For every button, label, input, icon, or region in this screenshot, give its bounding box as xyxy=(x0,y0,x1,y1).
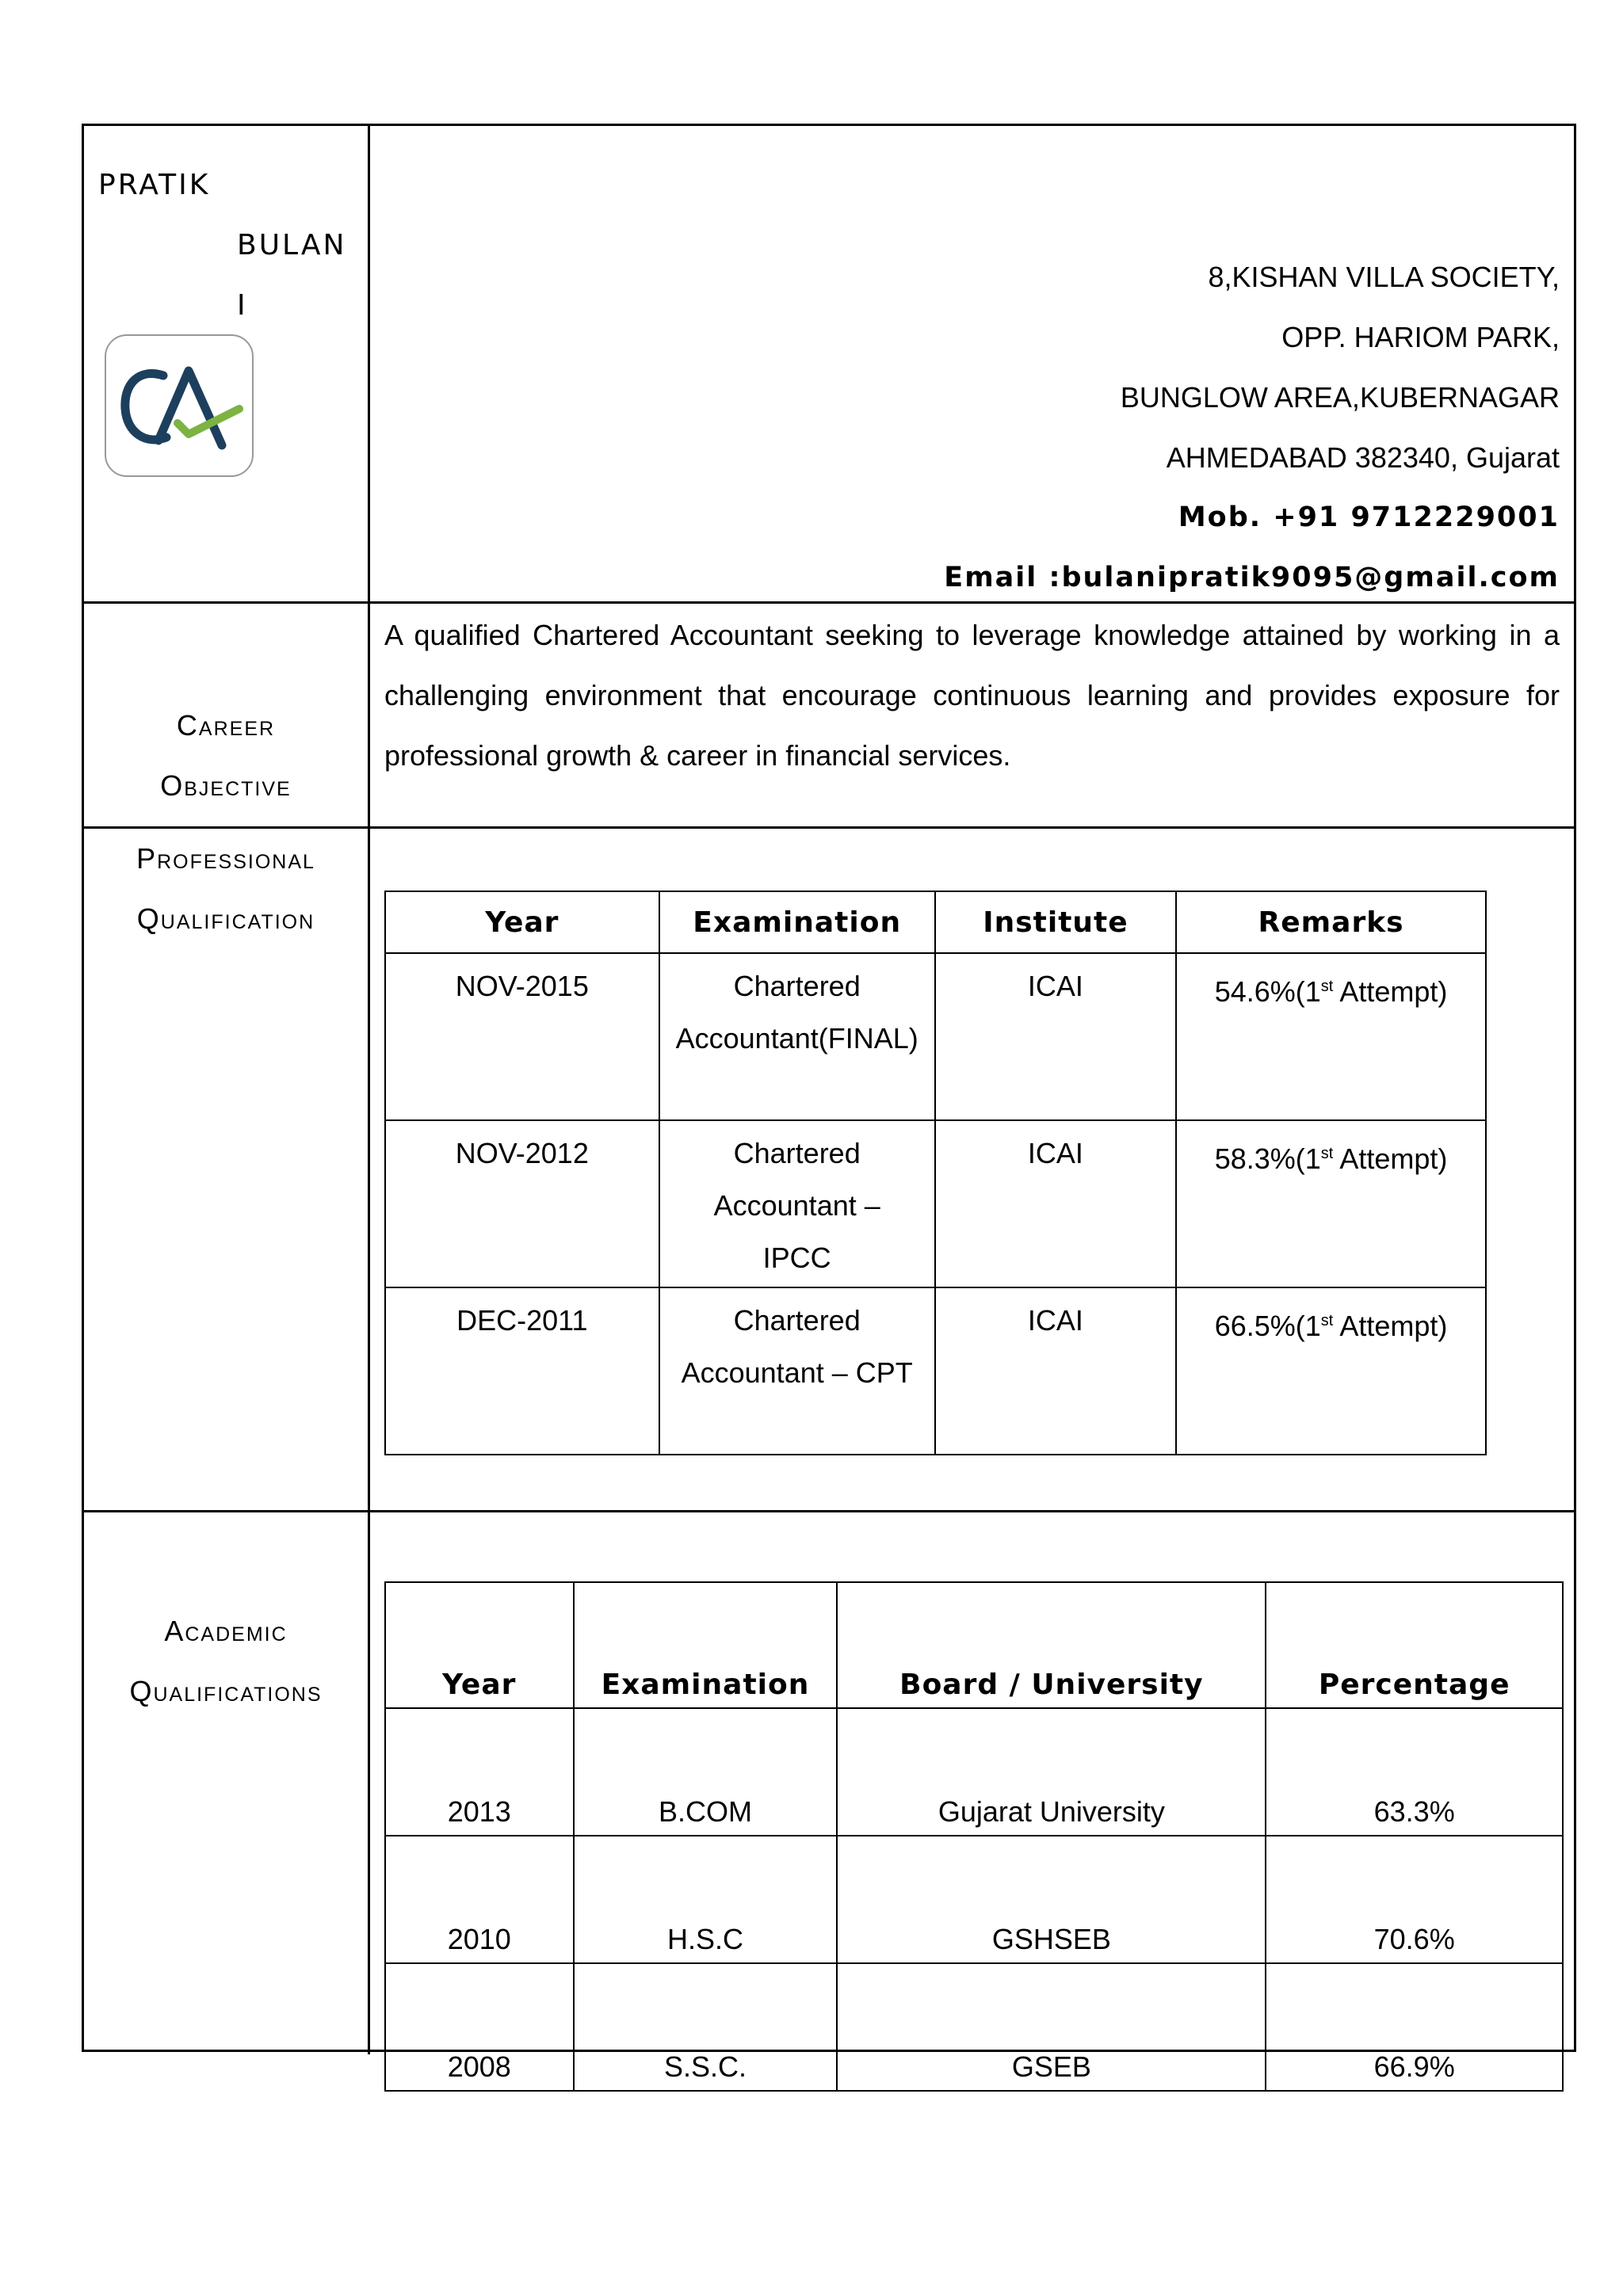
table-row xyxy=(385,1287,1486,1455)
exam-cell: Chartered Accountant – CPT xyxy=(659,1287,935,1455)
resume-page xyxy=(82,124,1576,2083)
career-text-cell xyxy=(370,604,1574,826)
year-cell: NOV-2012 xyxy=(385,1120,659,1287)
table-row xyxy=(385,1120,1486,1287)
year-cell: 2008 xyxy=(385,1963,574,2091)
percentage-cell: 70.6% xyxy=(1266,1836,1563,1963)
board-cell: GSHSEB xyxy=(837,1836,1266,1963)
ca-logo-icon xyxy=(106,336,252,475)
institute-cell: ICAI xyxy=(935,1120,1176,1287)
academic-heading xyxy=(84,1601,368,1722)
professional-table xyxy=(384,891,1487,1455)
address-line: AHMEDABAD 382340, Gujarat xyxy=(1166,441,1560,474)
professional-heading-line1: Professional xyxy=(136,842,315,875)
remark-attempt: Attempt) xyxy=(1333,1142,1448,1175)
professional-heading xyxy=(84,829,368,949)
career-objective-section xyxy=(84,604,1574,829)
academic-table-cell xyxy=(370,1512,1574,2083)
exam-cell: H.S.C xyxy=(574,1836,838,1963)
address-line: 8,KISHAN VILLA SOCIETY, xyxy=(1208,261,1560,293)
year-cell: 2013 xyxy=(385,1708,574,1836)
exam-cell: Chartered Accountant(FINAL) xyxy=(659,953,935,1120)
career-heading-cell xyxy=(84,604,370,826)
exam-cell: Chartered Accountant – IPCC xyxy=(659,1120,935,1287)
table-row xyxy=(385,1836,1563,1963)
remarks-cell xyxy=(1176,953,1486,1120)
column-header: Examination xyxy=(574,1582,838,1708)
column-header: Remarks xyxy=(1176,891,1486,953)
exam-cell: B.COM xyxy=(574,1708,838,1836)
institute-cell: ICAI xyxy=(935,1287,1176,1455)
remark-value: 58.3%(1 xyxy=(1214,1142,1321,1175)
remark-superscript: st xyxy=(1320,978,1334,995)
name-last-part2: I xyxy=(237,289,248,322)
remark-value: 66.5%(1 xyxy=(1214,1310,1321,1342)
remark-attempt: Attempt) xyxy=(1333,975,1448,1008)
academic-heading-line2: Qualifications xyxy=(129,1675,323,1707)
academic-heading-line1: Academic xyxy=(164,1615,288,1647)
column-header: Year xyxy=(385,891,659,953)
professional-heading-line2: Qualification xyxy=(136,902,315,935)
board-cell: Gujarat University xyxy=(837,1708,1266,1836)
header-section xyxy=(84,126,1574,604)
professional-heading-cell xyxy=(84,829,370,1510)
year-cell: 2010 xyxy=(385,1836,574,1963)
academic-qualifications-section xyxy=(84,1512,1574,2083)
academic-table xyxy=(384,1581,1564,2092)
address-line: OPP. HARIOM PARK, xyxy=(1281,321,1560,353)
remark-superscript: st xyxy=(1320,1145,1334,1162)
year-cell: DEC-2011 xyxy=(385,1287,659,1455)
remarks-cell xyxy=(1176,1120,1486,1287)
career-heading xyxy=(84,696,368,816)
remark-attempt: Attempt) xyxy=(1333,1310,1448,1342)
ca-logo xyxy=(105,334,254,477)
table-header-row xyxy=(385,891,1486,953)
objective-text: A qualified Chartered Accountant seeking to leverage knowledge attained by working in a challenging environment that encourage continuous learning and provides exposure for professional growth & career in financial services. xyxy=(384,619,1560,772)
table-header-row xyxy=(385,1582,1563,1708)
career-heading-line2: Objective xyxy=(160,769,292,802)
percentage-cell: 63.3% xyxy=(1266,1708,1563,1836)
contact-cell xyxy=(370,126,1574,601)
mobile-number: Mob. +91 9712229001 xyxy=(1178,502,1560,533)
column-header: Year xyxy=(385,1582,574,1708)
email-address: Email :bulanipratik9095@gmail.com xyxy=(944,562,1560,593)
remark-value: 54.6%(1 xyxy=(1214,975,1321,1008)
column-header: Percentage xyxy=(1266,1582,1563,1708)
column-header: Board / University xyxy=(837,1582,1266,1708)
board-cell: GSEB xyxy=(837,1963,1266,2091)
name-cell xyxy=(84,126,370,601)
name-first: PRATIK xyxy=(98,169,211,201)
institute-cell: ICAI xyxy=(935,953,1176,1120)
table-row xyxy=(385,1963,1563,2091)
table-row xyxy=(385,953,1486,1120)
remark-superscript: st xyxy=(1320,1312,1334,1329)
career-heading-line1: Career xyxy=(176,709,276,742)
address-line: BUNGLOW AREA,KUBERNAGAR xyxy=(1120,381,1560,414)
professional-qualification-section xyxy=(84,829,1574,1512)
exam-cell: S.S.C. xyxy=(574,1963,838,2091)
year-cell: NOV-2015 xyxy=(385,953,659,1120)
remarks-cell xyxy=(1176,1287,1486,1455)
professional-table-cell xyxy=(370,829,1574,1510)
percentage-cell: 66.9% xyxy=(1266,1963,1563,2091)
name-last-part1: BULAN xyxy=(237,229,347,261)
academic-heading-cell xyxy=(84,1512,370,2054)
column-header: Institute xyxy=(935,891,1176,953)
column-header: Examination xyxy=(659,891,935,953)
table-row xyxy=(385,1708,1563,1836)
